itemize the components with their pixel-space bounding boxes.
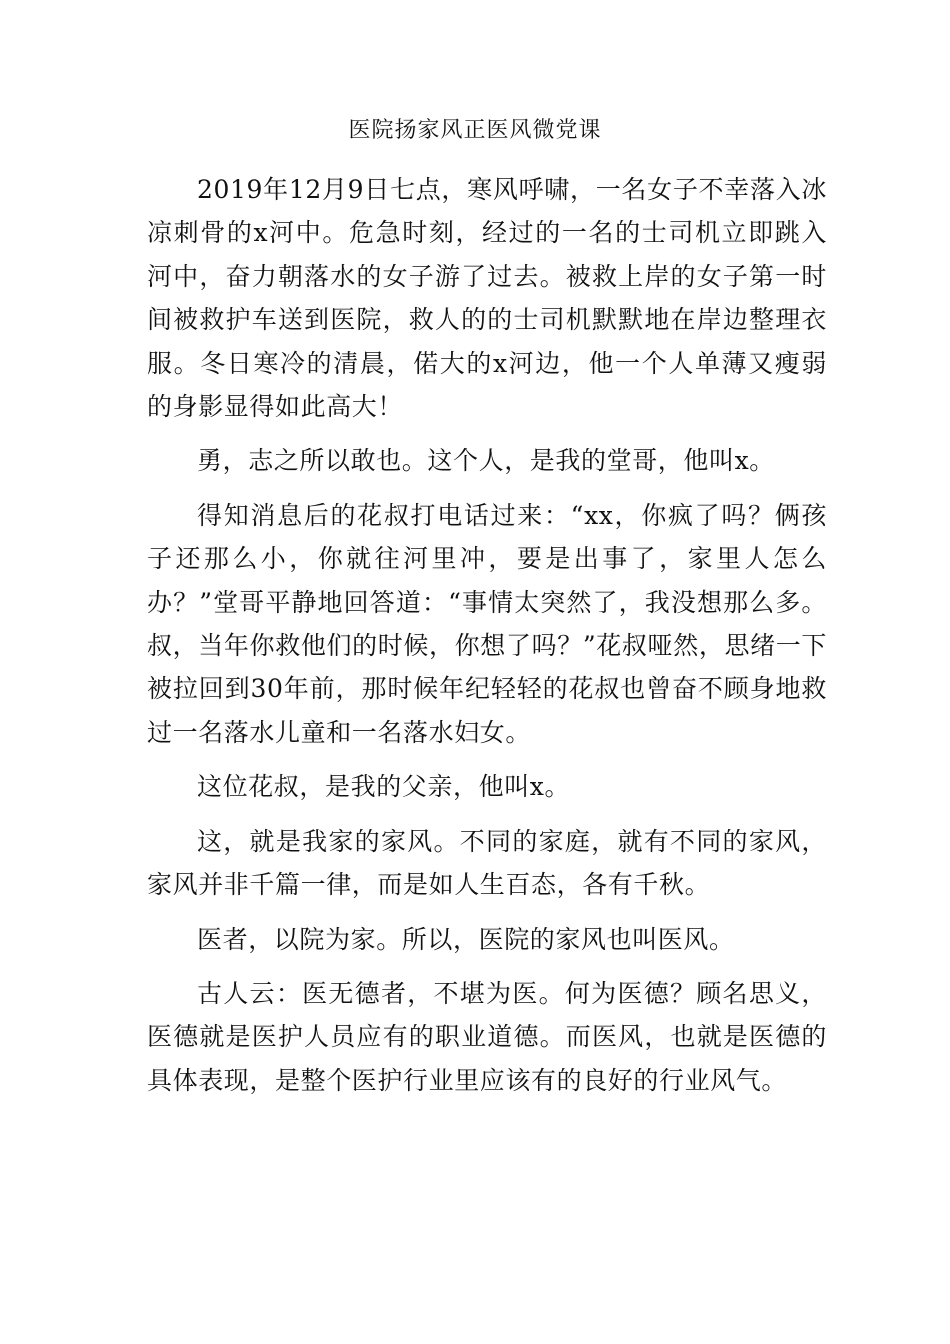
paragraph-5: 这，就是我家的家风。不同的家庭，就有不同的家风，家风并非千篇一律，而是如人生百态，各有千秋。 xyxy=(147,826,827,900)
paragraph-4: 这位花叔，是我的父亲，他叫x。 xyxy=(197,772,571,802)
paragraph-2: 勇，志之所以敢也。这个人，是我的堂哥，他叫x。 xyxy=(197,446,775,476)
paragraph-1: 2019年12月9日七点，寒风呼啸，一名女子不幸落入冰凉刺骨的x河中。危急时刻，经过的一名的士司机立即跳入河中，奋力朝落水的女子游了过去。被救上岸的女子第一时间被救护车送到医院，救人的的士司机默默地在岸边整理衣服。冬日寒冷的清晨，偌大的x河边，他一个人单薄又瘦弱的身影显得如此高大！ xyxy=(147,175,827,422)
paragraph-7: 古人云：医无德者，不堪为医。何为医德？顾名思义，医德就是医护人员应有的职业道德。而医风，也就是医德的具体表现，是整个医护行业里应该有的良好的行业风气。 xyxy=(147,978,827,1095)
paragraph-6: 医者，以院为家。所以，医院的家风也叫医风。 xyxy=(197,924,735,954)
paragraph-3: 得知消息后的花叔打电话过来：“xx，你疯了吗？俩孩子还那么小，你就往河里冲，要是出事了，家里人怎么办？”堂哥平静地回答道：“事情太突然了，我没想那么多。叔，当年你救他们的时候，你想了吗？”花叔哑然，思绪一下被拉回到30年前，那时候年纪轻轻的花叔也曾奋不顾身地救过一名落水儿童和一名落水妇女。 xyxy=(147,500,827,747)
document-title: 医院扬家风正医风微党课 xyxy=(348,118,602,143)
document-body xyxy=(147,168,827,1113)
